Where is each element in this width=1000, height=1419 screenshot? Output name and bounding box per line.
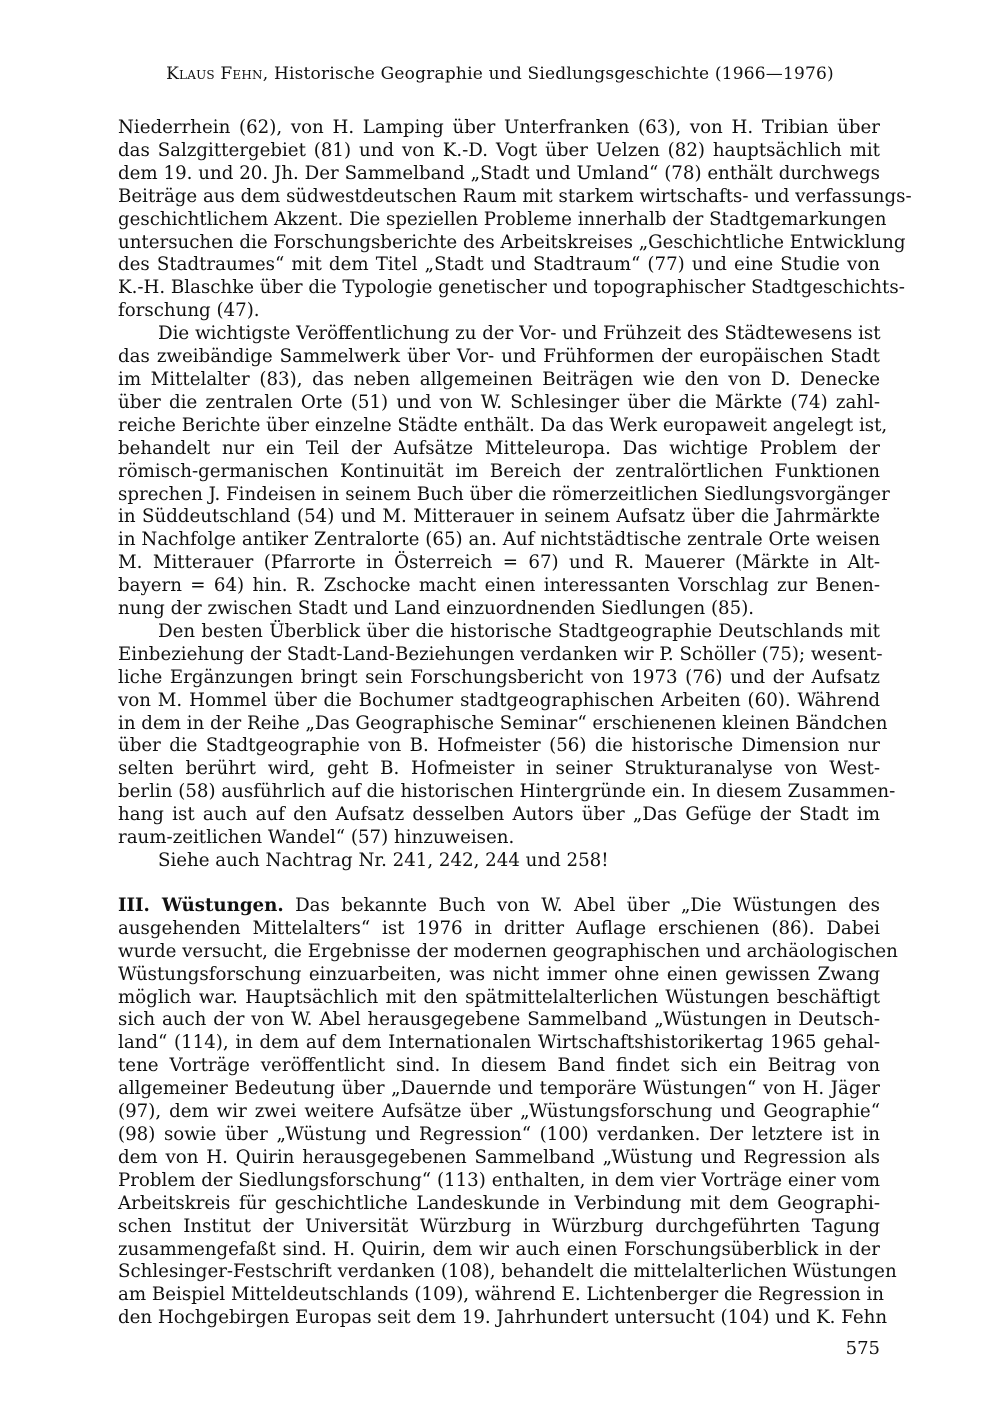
- text-line: über die Stadtgeographie von B. Hofmeister (56) die historische Dimension nur: [118, 735, 880, 757]
- section-first-line-text: Das bekannte Buch von W. Abel über „Die Wüstungen des: [283, 894, 880, 916]
- text-line: sprechen J. Findeisen in seinem Buch über die römerzeitlichen Siedlungsvorgänger: [118, 483, 890, 505]
- section-wuestungen: [118, 894, 898, 1330]
- text-line: dem von H. Quirin herausgegebenen Sammelband „Wüstung und Regression als: [118, 1146, 880, 1168]
- text-line: im Mittelalter (83), das neben allgemeinen Beiträgen wie den von D. Denecke: [118, 368, 880, 390]
- text-line: in dem in der Reihe „Das Geographische Seminar“ erschienenen kleinen Bändchen: [118, 712, 888, 734]
- text-line: Den besten Überblick über die historische Stadtgeographie Deutschlands mit: [158, 620, 880, 642]
- text-line: (97), dem wir zwei weitere Aufsätze über „Wüstungsforschung und Geographie“: [118, 1101, 880, 1123]
- section-lines: [118, 917, 898, 1330]
- text-line: Beiträge aus dem südwestdeutschen Raum mit starkem wirtschafts- und verfassungs-: [118, 185, 912, 207]
- text-line: behandelt nur ein Teil der Aufsätze Mitteleuropa. Das wichtige Problem der: [118, 437, 880, 459]
- text-line: in Süddeutschland (54) und M. Mitterauer in seinem Aufsatz über die Jahrmärkte: [118, 506, 880, 528]
- paragraphs: [118, 117, 912, 873]
- text-line: des Stadtraumes“ mit dem Titel „Stadt und Stadtraum“ (77) und eine Studie von: [118, 254, 880, 276]
- paragraph: [118, 620, 896, 850]
- text-line: berlin (58) ausführlich auf die historischen Hintergründe ein. In diesem Zusammen-: [118, 781, 896, 803]
- header-author: Klaus Fehn: [166, 64, 263, 84]
- text-line: liche Ergänzungen bringt sein Forschungsbericht von 1973 (76) und der Aufsatz: [118, 666, 880, 688]
- section-gap: [118, 873, 880, 895]
- text-line: wurde versucht, die Ergebnisse der modernen geographischen und archäologischen: [118, 940, 898, 962]
- text-line: den Hochgebirgen Europas seit dem 19. Jahrhundert untersucht (104) und K. Fehn: [118, 1307, 888, 1329]
- text-line: Niederrhein (62), von H. Lamping über Unterfranken (63), von H. Tribian über: [118, 117, 880, 138]
- header-title: , Historische Geographie und Siedlungsgeschichte (1966—1976): [262, 64, 834, 84]
- text-line: selten berührt wird, geht B. Hofmeister in seiner Strukturanalyse von West-: [118, 758, 880, 780]
- text-line: Arbeitskreis für geschichtliche Landeskunde in Verbindung mit dem Geographi-: [118, 1192, 880, 1214]
- paragraph: [118, 323, 890, 621]
- text-line: tene Vorträge veröffentlicht sind. In diesem Band findet sich ein Beitrag von: [118, 1055, 880, 1077]
- text-line: raum-zeitlichen Wandel“ (57) hinzuweisen.: [118, 827, 515, 849]
- running-header: [0, 64, 1000, 84]
- text-line: Schlesinger-Festschrift verdanken (108), behandelt die mittelalterlichen Wüstungen: [118, 1261, 897, 1283]
- body-text: [118, 117, 912, 1330]
- text-line: untersuchen die Forschungsberichte des Arbeitskreises „Geschichtliche Entwicklung: [118, 231, 906, 253]
- text-line: bayern = 64) hin. R. Zschocke macht einen interessanten Vorschlag zur Benen-: [118, 575, 880, 597]
- text-line: Wüstungsforschung einzuarbeiten, was nicht immer ohne einen gewissen Zwang: [118, 963, 880, 985]
- text-line: M. Mitterauer (Pfarrorte in Österreich = 67) und R. Mauerer (Märkte in Alt-: [118, 552, 880, 574]
- text-line: am Beispiel Mitteldeutschlands (109), während E. Lichtenberger die Regression in: [118, 1284, 885, 1306]
- text-line: von M. Hommel über die Bochumer stadtgeographischen Arbeiten (60). Während: [118, 689, 880, 711]
- text-line: hang ist auch auf den Aufsatz desselben Autors über „Das Gefüge der Stadt im: [118, 804, 880, 826]
- text-line: das zweibändige Sammelwerk über Vor- und Frühformen der europäischen Stadt: [118, 346, 880, 368]
- text-line: Siehe auch Nachtrag Nr. 241, 242, 244 und 258!: [158, 850, 609, 871]
- page-number: 575: [845, 1338, 880, 1359]
- text-line: zusammengefaßt sind. H. Quirin, dem wir auch einen Forschungsüberblick in der: [118, 1238, 880, 1260]
- paragraph: [118, 117, 912, 323]
- text-line: das Salzgittergebiet (81) und von K.-D. Vogt über Uelzen (82) hauptsächlich mit: [118, 139, 880, 161]
- text-line: (98) sowie über „Wüstung und Regression“ (100) verdanken. Der letztere ist in: [118, 1123, 880, 1145]
- text-line: Die wichtigste Veröffentlichung zu der Vor- und Frühzeit des Städtewesens ist: [158, 323, 881, 345]
- text-line: römisch-germanischen Kontinuität im Bereich der zentralörtlichen Funktionen: [118, 460, 880, 482]
- text-line: forschung (47).: [118, 300, 260, 322]
- text-line: dem 19. und 20. Jh. Der Sammelband „Stadt und Umland“ (78) enthält durchwegs: [118, 162, 880, 184]
- text-line: reiche Berichte über einzelne Städte enthält. Da das Werk europaweit angelegt ist,: [118, 414, 888, 436]
- text-line: nung der zwischen Stadt und Land einzuordnenden Siedlungen (85).: [118, 598, 755, 620]
- text-line: K.-H. Blaschke über die Typologie genetischer und topographischer Stadtgeschichts-: [118, 277, 905, 299]
- paragraph: [118, 850, 880, 873]
- text-line: schen Institut der Universität Würzburg in Würzburg durchgeführten Tagung: [118, 1215, 880, 1237]
- text-line: Einbeziehung der Stadt-Land-Beziehungen verdanken wir P. Schöller (75); wesent-: [118, 643, 883, 665]
- text-line: allgemeiner Bedeutung über „Dauernde und temporäre Wüstungen“ von H. Jäger: [118, 1078, 880, 1100]
- text-line: geschichtlichem Akzent. Die speziellen Probleme innerhalb der Stadtgemarkungen: [118, 208, 887, 230]
- text-line: über die zentralen Orte (51) und von W. Schlesinger über die Märkte (74) zahl-: [118, 391, 880, 413]
- section-heading: III. Wüstungen.: [118, 894, 284, 916]
- text-line: Problem der Siedlungsforschung“ (113) enthalten, in dem vier Vorträge einer vom: [118, 1169, 880, 1191]
- text-line: sich auch der von W. Abel herausgegebene Sammelband „Wüstungen in Deutsch-: [118, 1009, 880, 1031]
- text-line: ausgehenden Mittelalters“ ist 1976 in dritter Auflage erschienen (86). Dabei: [118, 917, 880, 939]
- text-line: in Nachfolge antiker Zentralorte (65) an. Auf nichtstädtische zentrale Orte weisen: [118, 529, 880, 551]
- section-first-line: [118, 895, 880, 918]
- text-line: land“ (114), in dem auf dem Internationalen Wirtschaftshistorikertag 1965 gehal-: [118, 1032, 880, 1054]
- text-line: möglich war. Hauptsächlich mit den spätmittelalterlichen Wüstungen beschäftigt: [118, 986, 880, 1008]
